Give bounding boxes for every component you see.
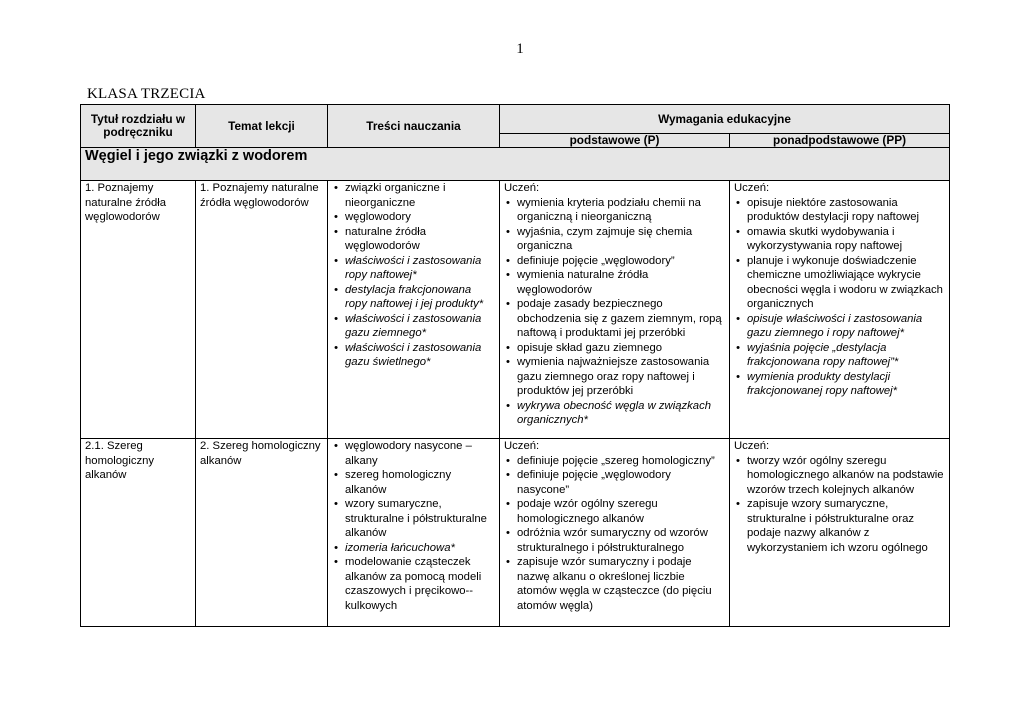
advanced-requirements-cell: [730, 181, 950, 439]
topic-cell: 2. Szereg homologiczny alkanów: [196, 439, 328, 627]
advanced-requirements-cell: [730, 439, 950, 627]
advanced-intro: Uczeń:: [734, 182, 770, 194]
basic-requirements-list: [504, 454, 725, 614]
basic-intro: Uczeń:: [504, 182, 540, 194]
list-item: • wykrywa obecność węgla w związkach organicznych*: [504, 399, 725, 428]
list-item: • tworzy wzór ogólny szeregu homologicznego alkanów na podstawie wzorów trzech kolejnych alkanów: [734, 454, 945, 498]
list-item: • definiuje pojęcie „szereg homologiczny”: [504, 454, 725, 469]
header-content: Treści nauczania: [328, 105, 500, 148]
header-requirements: Wymagania edukacyjne: [500, 105, 950, 134]
advanced-requirements-list: [734, 196, 945, 399]
list-item: • właściwości i zastosowania gazu ziemnego*: [332, 312, 495, 341]
list-item: • wymienia naturalne źródła węglowodorów: [504, 268, 725, 297]
list-item: • związki organiczne i nieorganiczne: [332, 181, 495, 210]
list-item: • odróżnia wzór sumaryczny od wzorów strukturalnego i półstrukturalnego: [504, 526, 725, 555]
list-item: • właściwości i zastosowania gazu świetlnego*: [332, 341, 495, 370]
list-item: • opisuje skład gazu ziemnego: [504, 341, 725, 356]
advanced-requirements-list: [734, 454, 945, 556]
list-item: • podaje wzór ogólny szeregu homologicznego alkanów: [504, 497, 725, 526]
header-chapter: Tytuł rozdziału w podręczniku: [81, 105, 196, 148]
list-item: • wzory sumaryczne, strukturalne i półstrukturalne alkanów: [332, 497, 495, 541]
list-item: • węglowodory: [332, 210, 495, 225]
list-item: • wyjaśnia, czym zajmuje się chemia organiczna: [504, 225, 725, 254]
advanced-intro: Uczeń:: [734, 440, 770, 452]
list-item: • wymienia produkty destylacji frakcjonowanej ropy naftowej*: [734, 370, 945, 399]
chapter-cell: 2.1. Szereg homologiczny alkanów: [81, 439, 196, 627]
basic-requirements-cell: [500, 439, 730, 627]
list-item: • destylacja frakcjonowana ropy naftowej i jej produkty*: [332, 283, 495, 312]
curriculum-table: [80, 104, 950, 627]
list-item: • wymienia najważniejsze zastosowania gazu ziemnego oraz ropy naftowej i produktów jej przeróbki: [504, 355, 725, 399]
list-item: • wymienia kryteria podziału chemii na organiczną i nieorganiczną: [504, 196, 725, 225]
section-title: Węgiel i jego związki z wodorem: [81, 148, 950, 181]
list-item: • właściwości i zastosowania ropy naftowej*: [332, 254, 495, 283]
list-item: • definiuje pojęcie „węglowodory”: [504, 254, 725, 269]
list-item: • opisuje właściwości i zastosowania gazu ziemnego i ropy naftowej*: [734, 312, 945, 341]
basic-requirements-list: [504, 196, 725, 428]
content-cell: [328, 439, 500, 627]
table-row: [81, 181, 950, 439]
document-title: KLASA TRZECIA: [87, 86, 206, 102]
page-number: 1: [516, 41, 524, 57]
list-item: • opisuje niektóre zastosowania produktów destylacji ropy naftowej: [734, 196, 945, 225]
list-item: • omawia skutki wydobywania i wykorzystywania ropy naftowej: [734, 225, 945, 254]
table-row: [81, 439, 950, 627]
header-basic: podstawowe (P): [500, 134, 730, 148]
basic-intro: Uczeń:: [504, 440, 540, 452]
chapter-cell: 1. Poznajemy naturalne źródła węglowodorów: [81, 181, 196, 439]
list-item: • modelowanie cząsteczek alkanów za pomocą modeli czaszowych i pręcikowo--kulkowych: [332, 555, 495, 613]
header-advanced: ponadpodstawowe (PP): [730, 134, 950, 148]
content-list: [332, 181, 495, 370]
list-item: • węglowodory nasycone – alkany: [332, 439, 495, 468]
list-item: • podaje zasady bezpiecznego obchodzenia się z gazem ziemnym, ropą naftową i produktami jej przeróbki: [504, 297, 725, 341]
list-item: • izomeria łańcuchowa*: [332, 541, 495, 556]
list-item: • zapisuje wzory sumaryczne, strukturalne i półstrukturalne oraz podaje nazwy alkanów z wykorzystaniem ich wzoru ogólnego: [734, 497, 945, 555]
content-cell: [328, 181, 500, 439]
list-item: • szereg homologiczny alkanów: [332, 468, 495, 497]
basic-requirements-cell: [500, 181, 730, 439]
list-item: • definiuje pojęcie „węglowodory nasycone”: [504, 468, 725, 497]
list-item: • zapisuje wzór sumaryczny i podaje nazwę alkanu o określonej liczbie atomów węgla w cząsteczce (do pięciu atomów węgla): [504, 555, 725, 613]
list-item: • planuje i wykonuje doświadczenie chemiczne umożliwiające wykrycie obecności węgla i wodoru w związkach organicznych: [734, 254, 945, 312]
list-item: • naturalne źródła węglowodorów: [332, 225, 495, 254]
list-item: • wyjaśnia pojęcie „destylacja frakcjonowana ropy naftowej”*: [734, 341, 945, 370]
topic-cell: 1. Poznajemy naturalne źródła węglowodorów: [196, 181, 328, 439]
content-list: [332, 439, 495, 613]
header-topic: Temat lekcji: [196, 105, 328, 148]
